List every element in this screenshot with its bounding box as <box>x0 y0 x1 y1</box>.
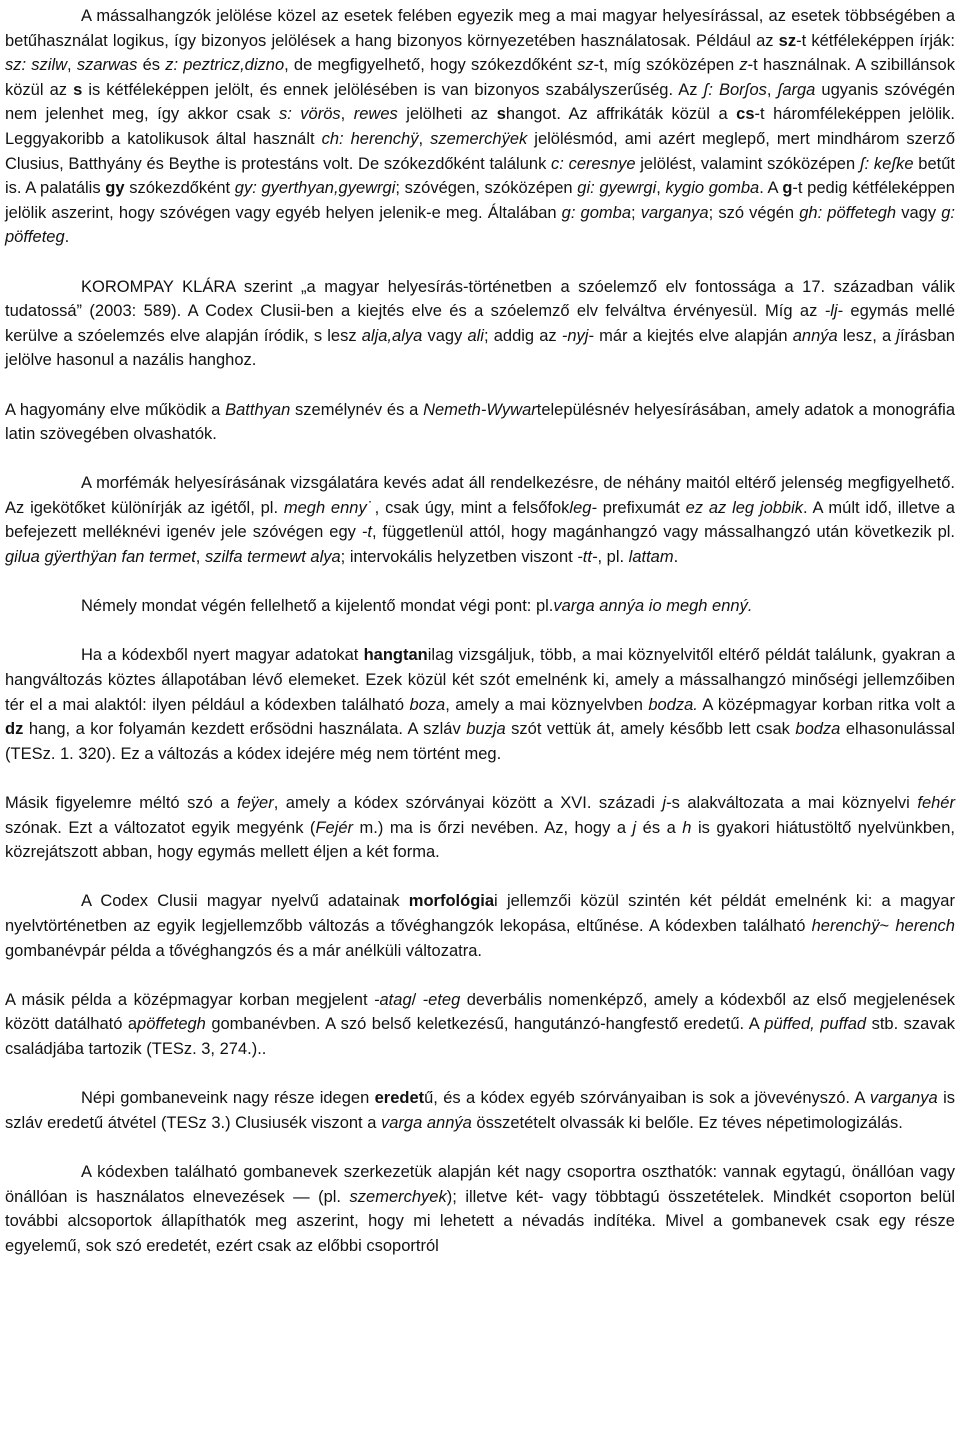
text-run: gombanévpár példa a tővéghangzós és a már anélküli változatra. <box>5 941 482 960</box>
text-run: lesz, a <box>837 326 897 345</box>
italic-text: -nyj- <box>561 326 594 345</box>
text-run: i jellemzői közül szintén két példát emelnénk ki: a magyar nyelvtörténetben az egyik legjellemzőbb változás a tővéghangzók lekopása, eltűnése. A kódexben található <box>5 892 955 935</box>
bold-text: hangtan <box>363 646 428 665</box>
text-run: ; addig az <box>483 326 562 345</box>
text-run: KOROMPAY KLÁRA szerint „a magyar helyesírás-történetben a szóelemző elv fontossága a 17. században válik tudatossá” (2003: 589). A Codex Clusii-ben a kiejtés elve és a szóelemző elv felváltva érvényesül. Míg az <box>5 277 955 321</box>
text-run: Másik figyelemre méltó szó a <box>5 794 238 812</box>
text-run: , <box>340 105 354 124</box>
text-run: , függetlenül attól, hogy magánhangzó vagy mássalhangzó után következik pl. <box>371 523 956 542</box>
text-run: Ha a kódexből nyert magyar adatokat <box>81 646 364 665</box>
paragraph <box>5 398 955 447</box>
text-run: jelölésmód, ami azért meglepő, mert mindhárom szerző Clusius, Batthyány és Beythe is protestáns volt. De szókezdőként találunk <box>5 129 955 173</box>
text-run: prefixumát <box>596 498 686 517</box>
text-run: A morfémák helyesírásának vizsgálatára kevés adat áll rendelkezésre, de néhány maitól eltérő jelenség megfigyelhető. Az igekötőket különírják az igétől, pl. <box>5 474 955 517</box>
italic-text: herenchÿ <box>811 916 880 935</box>
text-run: -t pedig kétféleképpen jelölik aszerint, hogy szóvégen vagy egyéb helyen jelenik-e meg. Általában <box>5 179 955 222</box>
text-run: -s alakváltozata a mai köznyelvi <box>666 794 918 812</box>
italic-text: lattam <box>628 548 674 567</box>
italic-text: z <box>739 56 748 75</box>
text-run: A középmagyar korban ritka volt a <box>697 695 955 714</box>
text-run: . <box>64 228 70 247</box>
text-run: ugyanis szóvégén nem jelenhet meg, így akkor csak <box>5 80 955 124</box>
text-run: . A <box>759 179 783 198</box>
text-run: , <box>195 548 205 567</box>
italic-text: -atag <box>374 990 412 1009</box>
bold-text: cs <box>736 105 755 124</box>
paragraph <box>5 643 955 766</box>
italic-text: j <box>662 794 667 812</box>
text-run: , <box>656 179 666 198</box>
bold-text: dz <box>5 720 24 739</box>
text-run: , <box>766 80 778 99</box>
italic-text: h <box>682 818 692 837</box>
text-run: , <box>418 129 431 148</box>
text-run: , de megfigyelhető, hogy szókezdőként <box>284 56 578 75</box>
text-run: vagy <box>896 203 942 222</box>
italic-text: szilfa termewt alya <box>204 548 341 567</box>
text-run: ű, és a kódex egyéb szórványaiban is sok a jövevényszó. A <box>424 1089 870 1108</box>
italic-text: varganya <box>869 1089 938 1108</box>
italic-text: fehér <box>917 794 955 812</box>
text-run: ~ <box>879 916 896 935</box>
text-run: Némely mondat végén fellelhető a kijelentő mondat végi pont: pl. <box>81 597 554 616</box>
text-run: is kétféleképpen jelölt, és ennek jelölésében is van bizonyos szabályszerűség. Az <box>82 80 704 99</box>
text-run: . <box>673 548 679 567</box>
paragraph <box>5 471 955 569</box>
italic-text: gilua gÿerthÿan fan termet <box>5 548 196 567</box>
text-run: , amely a kódex szórványai között a XVI. századi <box>273 794 663 812</box>
text-run: jelölheti az <box>397 105 497 124</box>
bold-text: sz <box>778 31 797 50</box>
text-run: , pl. <box>597 548 629 567</box>
italic-text: sz: szilw <box>5 56 68 75</box>
italic-text: bodza <box>795 720 841 739</box>
italic-text: j <box>632 818 637 837</box>
italic-text: -tt- <box>577 548 598 567</box>
italic-text: c: ceresnye <box>551 154 636 173</box>
italic-text: ez az leg jobbik <box>685 498 804 517</box>
bold-text: gy <box>105 179 125 198</box>
italic-text: s: vörös <box>278 105 341 124</box>
text-run: , amely a mai köznyelvben <box>445 695 649 714</box>
italic-text: -eteg <box>422 990 461 1009</box>
italic-text: g: gomba <box>561 203 632 222</box>
text-run: és a <box>636 818 683 837</box>
italic-text: -lj- <box>824 302 844 321</box>
italic-text: feÿer <box>237 794 274 812</box>
italic-text: Nemeth-Wywar <box>423 400 537 419</box>
text-run: ˙, csak úgy, mint a felsőfok <box>366 498 570 517</box>
text-run: ; <box>631 203 641 222</box>
text-run: deverbális nomenképző, amely a kódexből az első megjelenések között datálható a <box>5 990 955 1034</box>
italic-text: g: pöffeteg <box>5 203 955 247</box>
italic-text: gi: gyewrgi <box>577 179 657 198</box>
paragraph <box>5 1086 955 1135</box>
italic-text: gh: pöffetegh <box>799 203 897 222</box>
italic-text: annýa <box>792 326 838 345</box>
paragraph <box>5 1160 955 1258</box>
text-run: ; intervokális helyzetben viszont <box>340 548 578 567</box>
text-run: szónak. Ezt a változatot egyik megyénk ( <box>5 818 316 837</box>
italic-text: varga annýa io megh enný. <box>553 597 753 616</box>
italic-text: pöffetegh <box>137 1015 206 1034</box>
italic-text: leg- <box>569 498 597 517</box>
text-run: vagy <box>422 326 468 345</box>
paragraph <box>5 275 955 373</box>
italic-text: szarwas <box>76 56 138 75</box>
text-run: is szláv eredetű átvétel (TESz 3.) Clusiusék viszont a <box>5 1089 955 1132</box>
text-run: jelölést, valamint szóközépen <box>635 154 860 173</box>
italic-text: ch: herenchÿ <box>321 129 419 148</box>
text-run: ; szó végén <box>708 203 800 222</box>
italic-text: boza <box>409 695 446 714</box>
text-run: hang, a kor folyamán kezdett erősödni használata. A szláv <box>23 720 467 739</box>
italic-text: Fejér <box>315 818 354 837</box>
italic-text: megh enny <box>283 498 367 517</box>
paragraph <box>5 4 955 250</box>
bold-text: s <box>496 105 506 124</box>
bold-text: s <box>73 80 83 99</box>
italic-text: alja,alya <box>361 326 423 345</box>
text-run: írásban jelölve hasonul a nazális hanghoz. <box>5 326 955 370</box>
text-run: -t, míg szóközépen <box>593 56 740 75</box>
text-run: ilag vizsgáljuk, több, a mai köznyelvitől eltérő példát találunk, gyakran a hangváltozás köztes állapotában lévő elemeket. Ezek közül két szót emelnénk ki, amely a mássalhangzó minőségi jellemzőiben tér el a mai alaktól: ilyen például a kódexben található <box>5 646 955 714</box>
italic-text: szemerchyek <box>349 1187 447 1206</box>
bold-text: g <box>782 179 793 198</box>
text-run: A másik példa a középmagyar korban megjelent <box>5 990 375 1009</box>
text-run: összetételt olvassák ki belőle. Ez téves népetimologizálás. <box>471 1113 903 1132</box>
italic-text: kygio gomba <box>665 179 760 198</box>
italic-text: püffed, puffad <box>764 1015 867 1034</box>
text-run: gombanévben. A szó belső keletkezésű, hangutánzó-hangfestő eredetű. A <box>205 1015 765 1034</box>
italic-text: varganya <box>640 203 709 222</box>
italic-text: -t <box>361 523 372 542</box>
italic-text: herench <box>895 916 955 935</box>
text-run: stb. szavak családjába tartozik (TESz. 3, 274.).. <box>5 1015 955 1058</box>
text-run: / <box>411 990 423 1009</box>
text-run: A mássalhangzók jelölése közel az esetek felében egyezik meg a mai magyar helyesírással, az esetek többségében a betűhasználat logikus, így bizonyos jelölések a hang bizonyos környezetében használatosak. Például az <box>5 7 955 50</box>
italic-text: ali <box>467 326 484 345</box>
text-run: , <box>67 56 77 75</box>
italic-text: ʃ: Borʃos <box>703 80 767 99</box>
text-run: ; szóvégen, szóközépen <box>395 179 578 198</box>
text-run: már a kiejtés elve alapján <box>593 326 793 345</box>
italic-text: bodza. <box>648 695 698 714</box>
italic-text: j <box>896 326 900 345</box>
text-run: A hagyomány elve működik a <box>5 400 226 419</box>
text-run: hangot. Az affrikáták közül a <box>505 105 737 124</box>
text-run: betűt is. A palatális <box>5 154 956 198</box>
italic-text: rewes <box>353 105 398 124</box>
text-run: -t kétféleképpen írják: <box>796 31 955 50</box>
bold-text: morfológia <box>408 892 495 911</box>
paragraph <box>5 988 955 1062</box>
text-run: és <box>137 56 166 75</box>
text-run: -t háromféleképpen jelölik. Leggyakoribb a katolikusok által használt <box>5 105 955 148</box>
italic-text: Batthyan <box>225 400 291 419</box>
text-run: elhasonulással (TESz. 1. 320). Ez a változás a kódex idejére még nem történt meg. <box>5 720 956 763</box>
text-run: szókezdőként <box>124 179 235 198</box>
italic-text: ʃ: keʃke <box>859 154 914 173</box>
text-run: szót vettük át, amely később lett csak <box>505 720 796 739</box>
text-run: . A múlt idő, illetve a befejezett melléknévi igenév jele szóvégen egy <box>5 498 955 542</box>
text-run: A Codex Clusii magyar nyelvű adatainak <box>81 892 409 911</box>
text-run: egymás mellé kerülve a szóelemzés elve alapján íródik, s lesz <box>5 302 956 345</box>
italic-text: buzja <box>466 720 506 739</box>
italic-text: sz <box>577 56 594 75</box>
text-run: településnév helyesírásában, amely adatok a monográfia latin szövegében olvashatók. <box>5 400 956 444</box>
text-run: A kódexben található gombanevek szerkezetük alapján két nagy csoportra oszthatók: vannak egytagú, önállóan vagy önállóan is használatos elnevezések — (pl. <box>5 1162 955 1206</box>
text-run: ); illetve két- vagy többtagú összetételek. Mindkét csoporton belül további alcsoportok állapíthatók meg aszerint, hogy mi lehetett a névadás indítéka. Mivel a gombanevek csak egy része egyelemű, sok szó eredetét, ezért csak az előbbi csoportról <box>5 1187 955 1255</box>
bold-text: eredet <box>374 1089 425 1108</box>
italic-text: gy: gyerthyan,gyewrgi <box>234 179 396 198</box>
italic-text: ʃarga <box>777 80 816 99</box>
italic-text: z: peztricz,dizno <box>165 56 285 75</box>
text-run: is gyakori hiátustöltő nyelvünkben, közrejátszott abban, hogy egymás mellett éljen a két forma. <box>5 818 955 862</box>
text-run: -t használnak. A szibillánsok közül az <box>5 56 955 99</box>
italic-text: szemerchÿek <box>430 129 528 148</box>
paragraph <box>5 594 955 619</box>
italic-text: varga annýa <box>381 1113 472 1132</box>
text-run: m.) ma is őrzi nevében. Az, hogy a <box>353 818 633 837</box>
paragraph <box>5 791 955 865</box>
text-run: személynév és a <box>290 400 424 419</box>
paragraph <box>5 889 955 963</box>
text-run: Népi gombaneveink nagy része idegen <box>81 1089 375 1108</box>
